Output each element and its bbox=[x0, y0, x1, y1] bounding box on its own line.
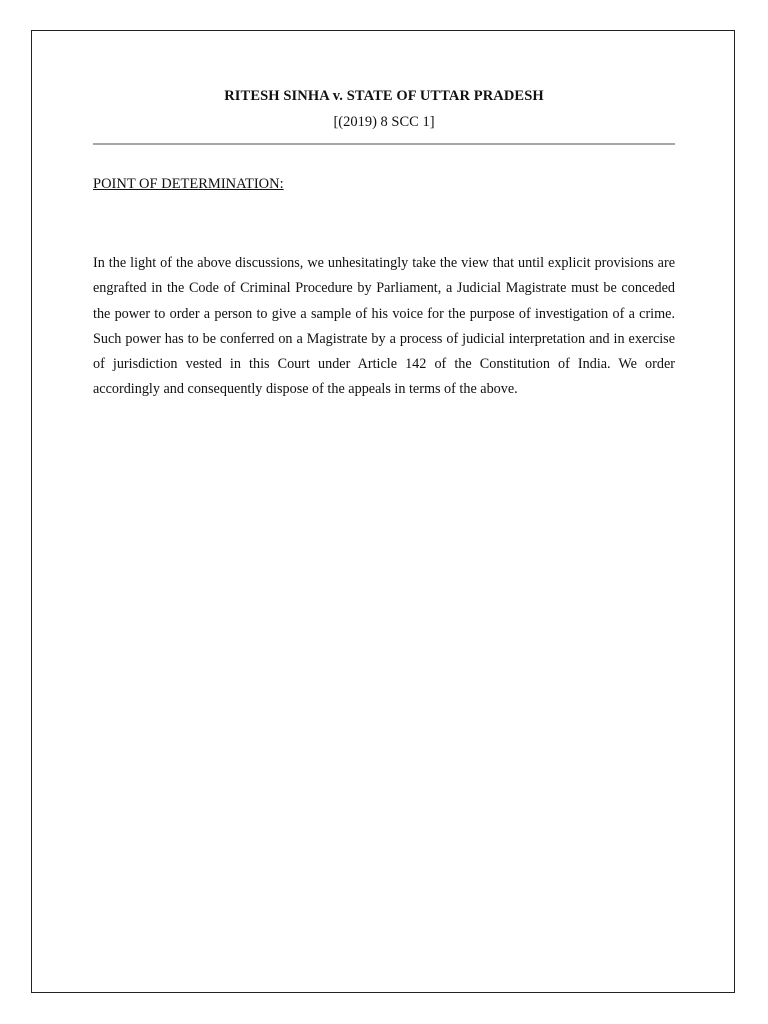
body-paragraph: In the light of the above discussions, we unhesitatingly take the view that until explicit provisions are engrafted in the Code of Criminal Procedure by Parliament, a Judicial Magistrate must be conceded the power to order a person to give a sample of his voice for the purpose of investigation of a crime. Such power has to be conferred on a Magistrate by a process of judicial interpretation and in exercise of jurisdiction vested in this Court under Article 142 of the Constitution of India. We order accordingly and consequently dispose of the appeals in terms of the above. bbox=[93, 255, 675, 398]
case-citation: [(2019) 8 SCC 1] bbox=[333, 114, 435, 130]
case-title: RITESH SINHA v. STATE OF UTTAR PRADESH bbox=[224, 88, 544, 104]
document-content bbox=[93, 86, 675, 403]
section-heading: POINT OF DETERMINATION: bbox=[93, 176, 284, 192]
header-divider bbox=[93, 143, 675, 145]
